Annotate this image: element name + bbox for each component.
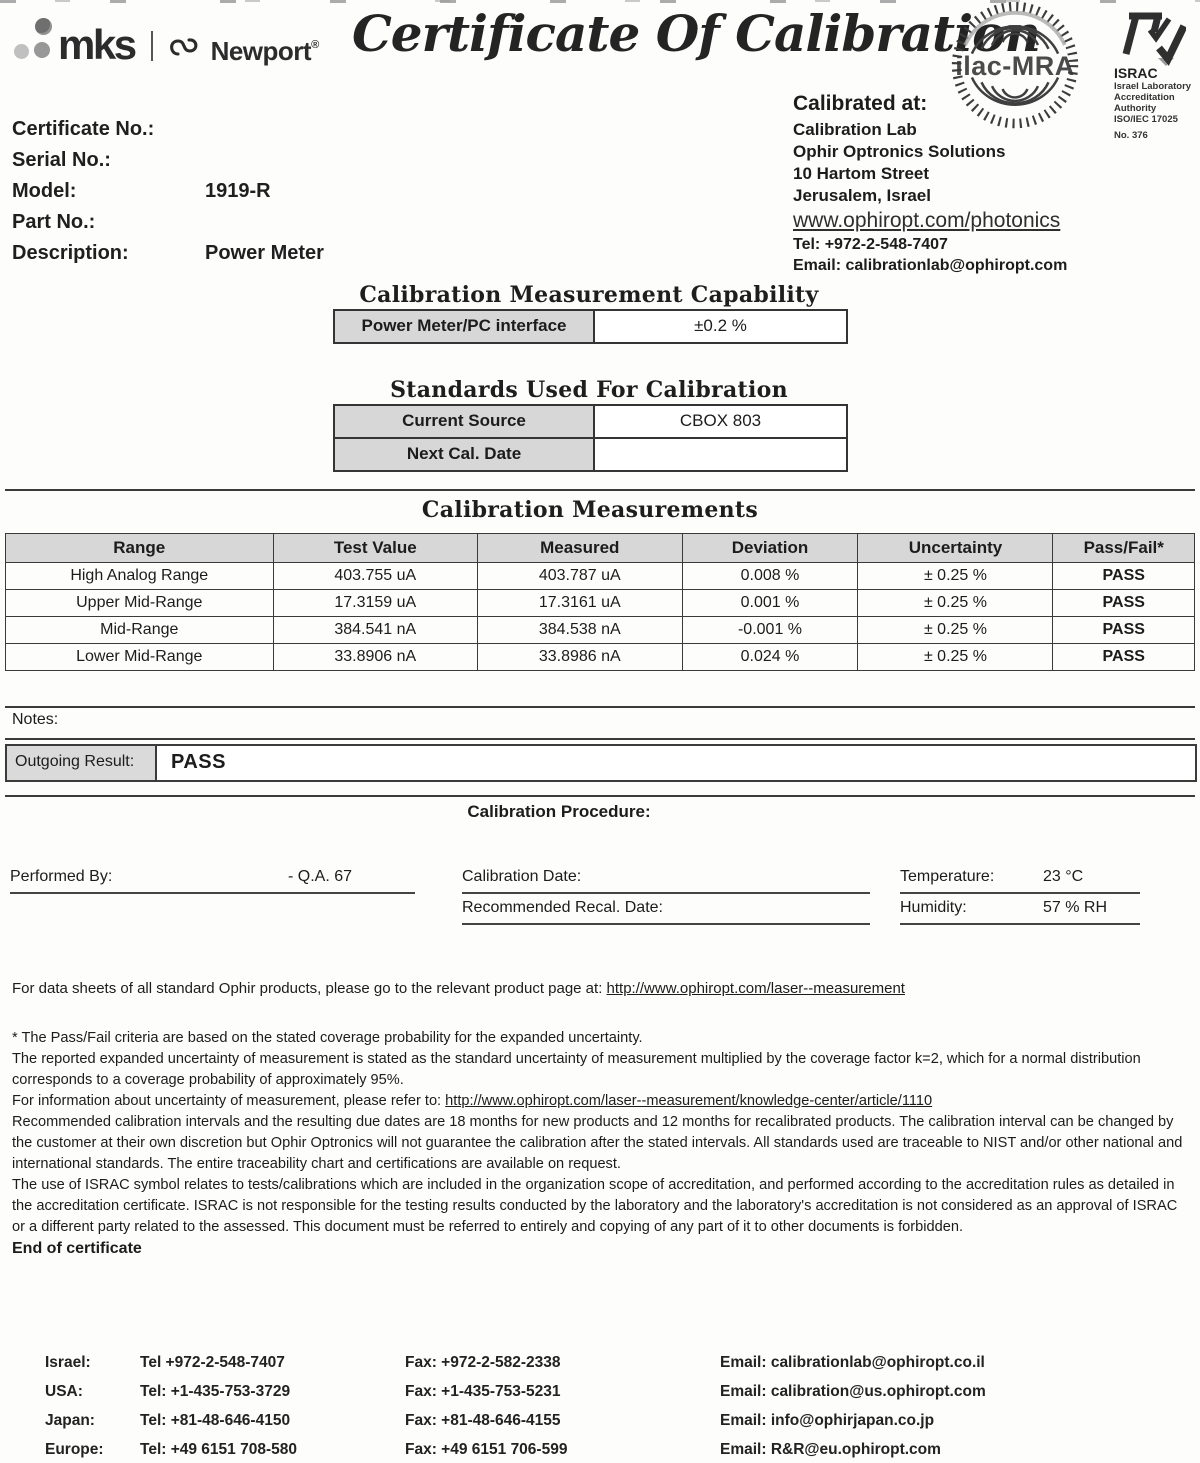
field-label: Description: [12,242,129,264]
field-value: 1919-R [205,180,271,202]
temperature-line [900,868,1140,894]
fine-print-paragraph [12,1028,1190,1049]
table-cell: Lower Mid-Range [6,644,274,671]
ilac-mra-label: ilac-MRA [955,51,1075,81]
israc-text-line: ISO/IEC 17025 [1114,114,1178,125]
table-cell: ± 0.25 % [858,563,1053,590]
table-row [6,563,1195,590]
table-cell: 17.3161 uA [478,590,683,617]
lab-address-line: Ophir Optronics Solutions [793,142,1006,161]
footer-fax: Fax: +1-435-753-5231 [405,1383,561,1400]
standards-heading: Standards Used For Calibration [390,377,788,403]
certificate-field-row [12,114,432,145]
table-cell: ± 0.25 % [858,617,1053,644]
field-value: Power Meter [205,242,324,264]
calibrated-at-heading: Calibrated at: [793,92,928,115]
table-row [6,644,1195,671]
calibrated-at-block [793,92,1143,276]
environment-block [900,868,1140,930]
table-cell: ± 0.25 % [858,590,1053,617]
standards-table [333,404,848,472]
footer-contact-row [0,1350,1200,1379]
temperature-label: Temperature: [900,868,995,885]
recal-date-line [462,899,870,925]
table-cell: PASS [1053,644,1195,671]
certificate-field-row [12,145,432,176]
footer-tel: Tel: +49 6151 708-580 [140,1441,297,1458]
footer-tel: Tel: +1-435-753-3729 [140,1383,291,1400]
table-cell: ± 0.25 % [858,644,1053,671]
fine-print-text: The use of ISRAC symbol relates to tests/calibrations which are included in the organization scope of accreditation, and performed according to the accreditation rules as detailed in the accreditation certificate. ISRAC is not responsible for the testing results conducted by the laboratory and the laboratory's accreditation is not considered as an approval of ISRAC or a different party related to the assessed. This document must be referred to entirely and copying of any part of it to other documents is forbidden. [12,1177,1178,1235]
table-cell: 384.541 nA [273,617,478,644]
table-cell: 403.787 uA [478,563,683,590]
registered-mark: ® [311,38,319,51]
israc-number: No. 376 [1114,130,1148,141]
dates-block [462,868,870,930]
table-cell: 403.755 uA [273,563,478,590]
field-label: Serial No.: [12,149,111,171]
measurements-table [5,533,1195,671]
fine-print-paragraph [12,1175,1190,1238]
outgoing-result-value: PASS [171,751,226,773]
cmc-heading: Calibration Measurement Capability [359,282,819,308]
column-header: Deviation [682,534,858,563]
fine-print-text: * The Pass/Fail criteria are based on the stated coverage probability for the expanded uncertainty. [12,1030,643,1046]
table-cell: PASS [1053,563,1195,590]
fine-print [12,1028,1190,1238]
table-cell: PASS [1053,590,1195,617]
datasheet-link[interactable]: http://www.ophiropt.com/laser--measurement [606,980,905,997]
end-of-certificate-label: End of certificate [12,1240,142,1257]
lab-address-line: Jerusalem, Israel [793,186,931,205]
fine-print-paragraph [12,1112,1190,1175]
lab-address-line: 10 Hartom Street [793,164,930,183]
table-row [335,311,846,342]
certificate-field-row [12,238,432,269]
table-header-row [6,534,1195,563]
israc-name: ISRAC [1114,65,1158,81]
lab-email: Email: calibrationlab@ophiropt.com [793,257,1068,274]
mks-logo-text: mks [58,20,135,68]
table-cell: 33.8986 nA [478,644,683,671]
page-title: Certificate Of Calibration [352,4,1040,63]
performed-by-label: Performed By: [10,868,113,885]
table-cell: 33.8906 nA [273,644,478,671]
footer-contacts [0,1350,1200,1463]
field-label: Certificate No.: [12,118,155,140]
column-header: Measured [478,534,683,563]
footer-fax: Fax: +972-2-582-2338 [405,1354,561,1371]
certificate-fields [12,114,432,269]
fine-print-paragraph [12,1091,1190,1112]
newport-logo-icon [167,34,205,60]
table-cell: Upper Mid-Range [6,590,274,617]
brand-divider [151,31,153,61]
row-value-cell [595,439,846,470]
table-cell: High Analog Range [6,563,274,590]
table-cell: 0.001 % [682,590,858,617]
footer-tel: Tel +972-2-548-7407 [140,1354,285,1371]
cmc-table [333,309,848,344]
mks-dots-icon [10,16,56,62]
fine-print-text: Recommended calibration intervals and the resulting due dates are 18 months for new products and 12 months for recalibrated products. The calibration interval can be changed by the customer at their own discretion but Ophir Optronics will not guarantee the calibration after the stated intervals. All standards used are traceable to NIST and/or other national and international standards. The entire traceability chart and certifications are available on request. [12,1114,1183,1172]
table-cell: 384.538 nA [478,617,683,644]
footer-tel: Tel: +81-48-646-4150 [140,1412,291,1429]
humidity-value: 57 % RH [1043,899,1108,916]
footer-fax: Fax: +81-48-646-4155 [405,1412,561,1429]
row-label-cell: Current Source [335,406,595,437]
datasheet-note-text: For data sheets of all standard Ophir products, please go to the relevant product page at: [12,980,607,997]
notes-label: Notes: [12,711,59,728]
lab-address-line: Calibration Lab [793,120,917,139]
column-header: Uncertainty [858,534,1053,563]
lab-phone: Tel: +972-2-548-7407 [793,236,948,253]
section-divider [5,738,1195,740]
table-row [335,406,846,437]
section-divider [5,489,1195,491]
humidity-label: Humidity: [900,899,967,916]
procedure-heading: Calibration Procedure: [467,802,651,821]
fine-print-text: The reported expanded uncertainty of measurement is stated as the standard uncertainty of measurement multiplied by the coverage factor k=2, which for a normal distribution corresponds to a coverage probability of approximately 95%. [12,1051,1141,1088]
footer-contact-row [0,1408,1200,1437]
section-divider [5,795,1195,797]
datasheet-note [12,980,1192,997]
fine-print-link[interactable]: http://www.ophiropt.com/laser--measurement/knowledge-center/article/1110 [445,1093,933,1109]
section-divider [5,706,1195,708]
footer-contact-row [0,1379,1200,1408]
table-cell: -0.001 % [682,617,858,644]
table-cell: PASS [1053,617,1195,644]
certificate-field-row [12,176,432,207]
row-value-cell: ±0.2 % [694,316,747,335]
calibration-date-label: Calibration Date: [462,868,582,885]
footer-contact-row [0,1437,1200,1463]
website-link[interactable]: www.ophiropt.com/photonics [793,209,1061,232]
column-header: Pass/Fail* [1053,534,1195,563]
footer-email: Email: calibrationlab@ophiropt.co.il [720,1354,985,1371]
israc-text-line: Authority [1114,103,1157,114]
table-cell: 0.008 % [682,563,858,590]
performed-by-line [10,868,415,894]
outgoing-result-row [5,744,1197,782]
table-row [335,437,846,470]
measurements-heading: Calibration Measurements [421,497,759,523]
table-cell: Mid-Range [6,617,274,644]
israc-text-line: Israel Laboratory [1114,81,1192,92]
table-cell: 17.3159 uA [273,590,478,617]
brand-logo [10,16,319,68]
israc-text-line: Accreditation [1114,92,1175,103]
row-label-cell: Next Cal. Date [335,439,595,470]
outgoing-result-label: Outgoing Result: [7,746,157,780]
calibration-date-line [462,868,870,894]
fine-print-paragraph [12,1049,1190,1091]
column-header: Range [6,534,274,563]
footer-region: Japan: [45,1412,95,1429]
footer-region: Europe: [45,1441,104,1458]
certificate-field-row [12,207,432,238]
footer-region: USA: [45,1383,83,1400]
footer-email: Email: info@ophirjapan.co.jp [720,1412,935,1429]
row-label-cell: Power Meter/PC interface [335,311,595,342]
field-label: Part No.: [12,211,96,233]
fine-print-text: For information about uncertainty of measurement, please refer to: [12,1093,446,1109]
table-row [6,590,1195,617]
newport-logo-text: Newport® [210,35,319,66]
footer-email: Email: R&R@eu.ophiropt.com [720,1441,941,1458]
footer-region: Israel: [45,1354,91,1371]
footer-email: Email: calibration@us.ophiropt.com [720,1383,986,1400]
table-row [6,617,1195,644]
recal-date-label: Recommended Recal. Date: [462,899,663,916]
footer-fax: Fax: +49 6151 706-599 [405,1441,568,1458]
table-cell: 0.024 % [682,644,858,671]
column-header: Test Value [273,534,478,563]
humidity-line [900,899,1140,925]
performed-by-value: - Q.A. 67 [288,868,353,885]
performed-by-block [10,868,415,899]
field-label: Model: [12,180,77,202]
row-value-cell: CBOX 803 [679,411,762,430]
temperature-value: 23 °C [1043,868,1084,885]
